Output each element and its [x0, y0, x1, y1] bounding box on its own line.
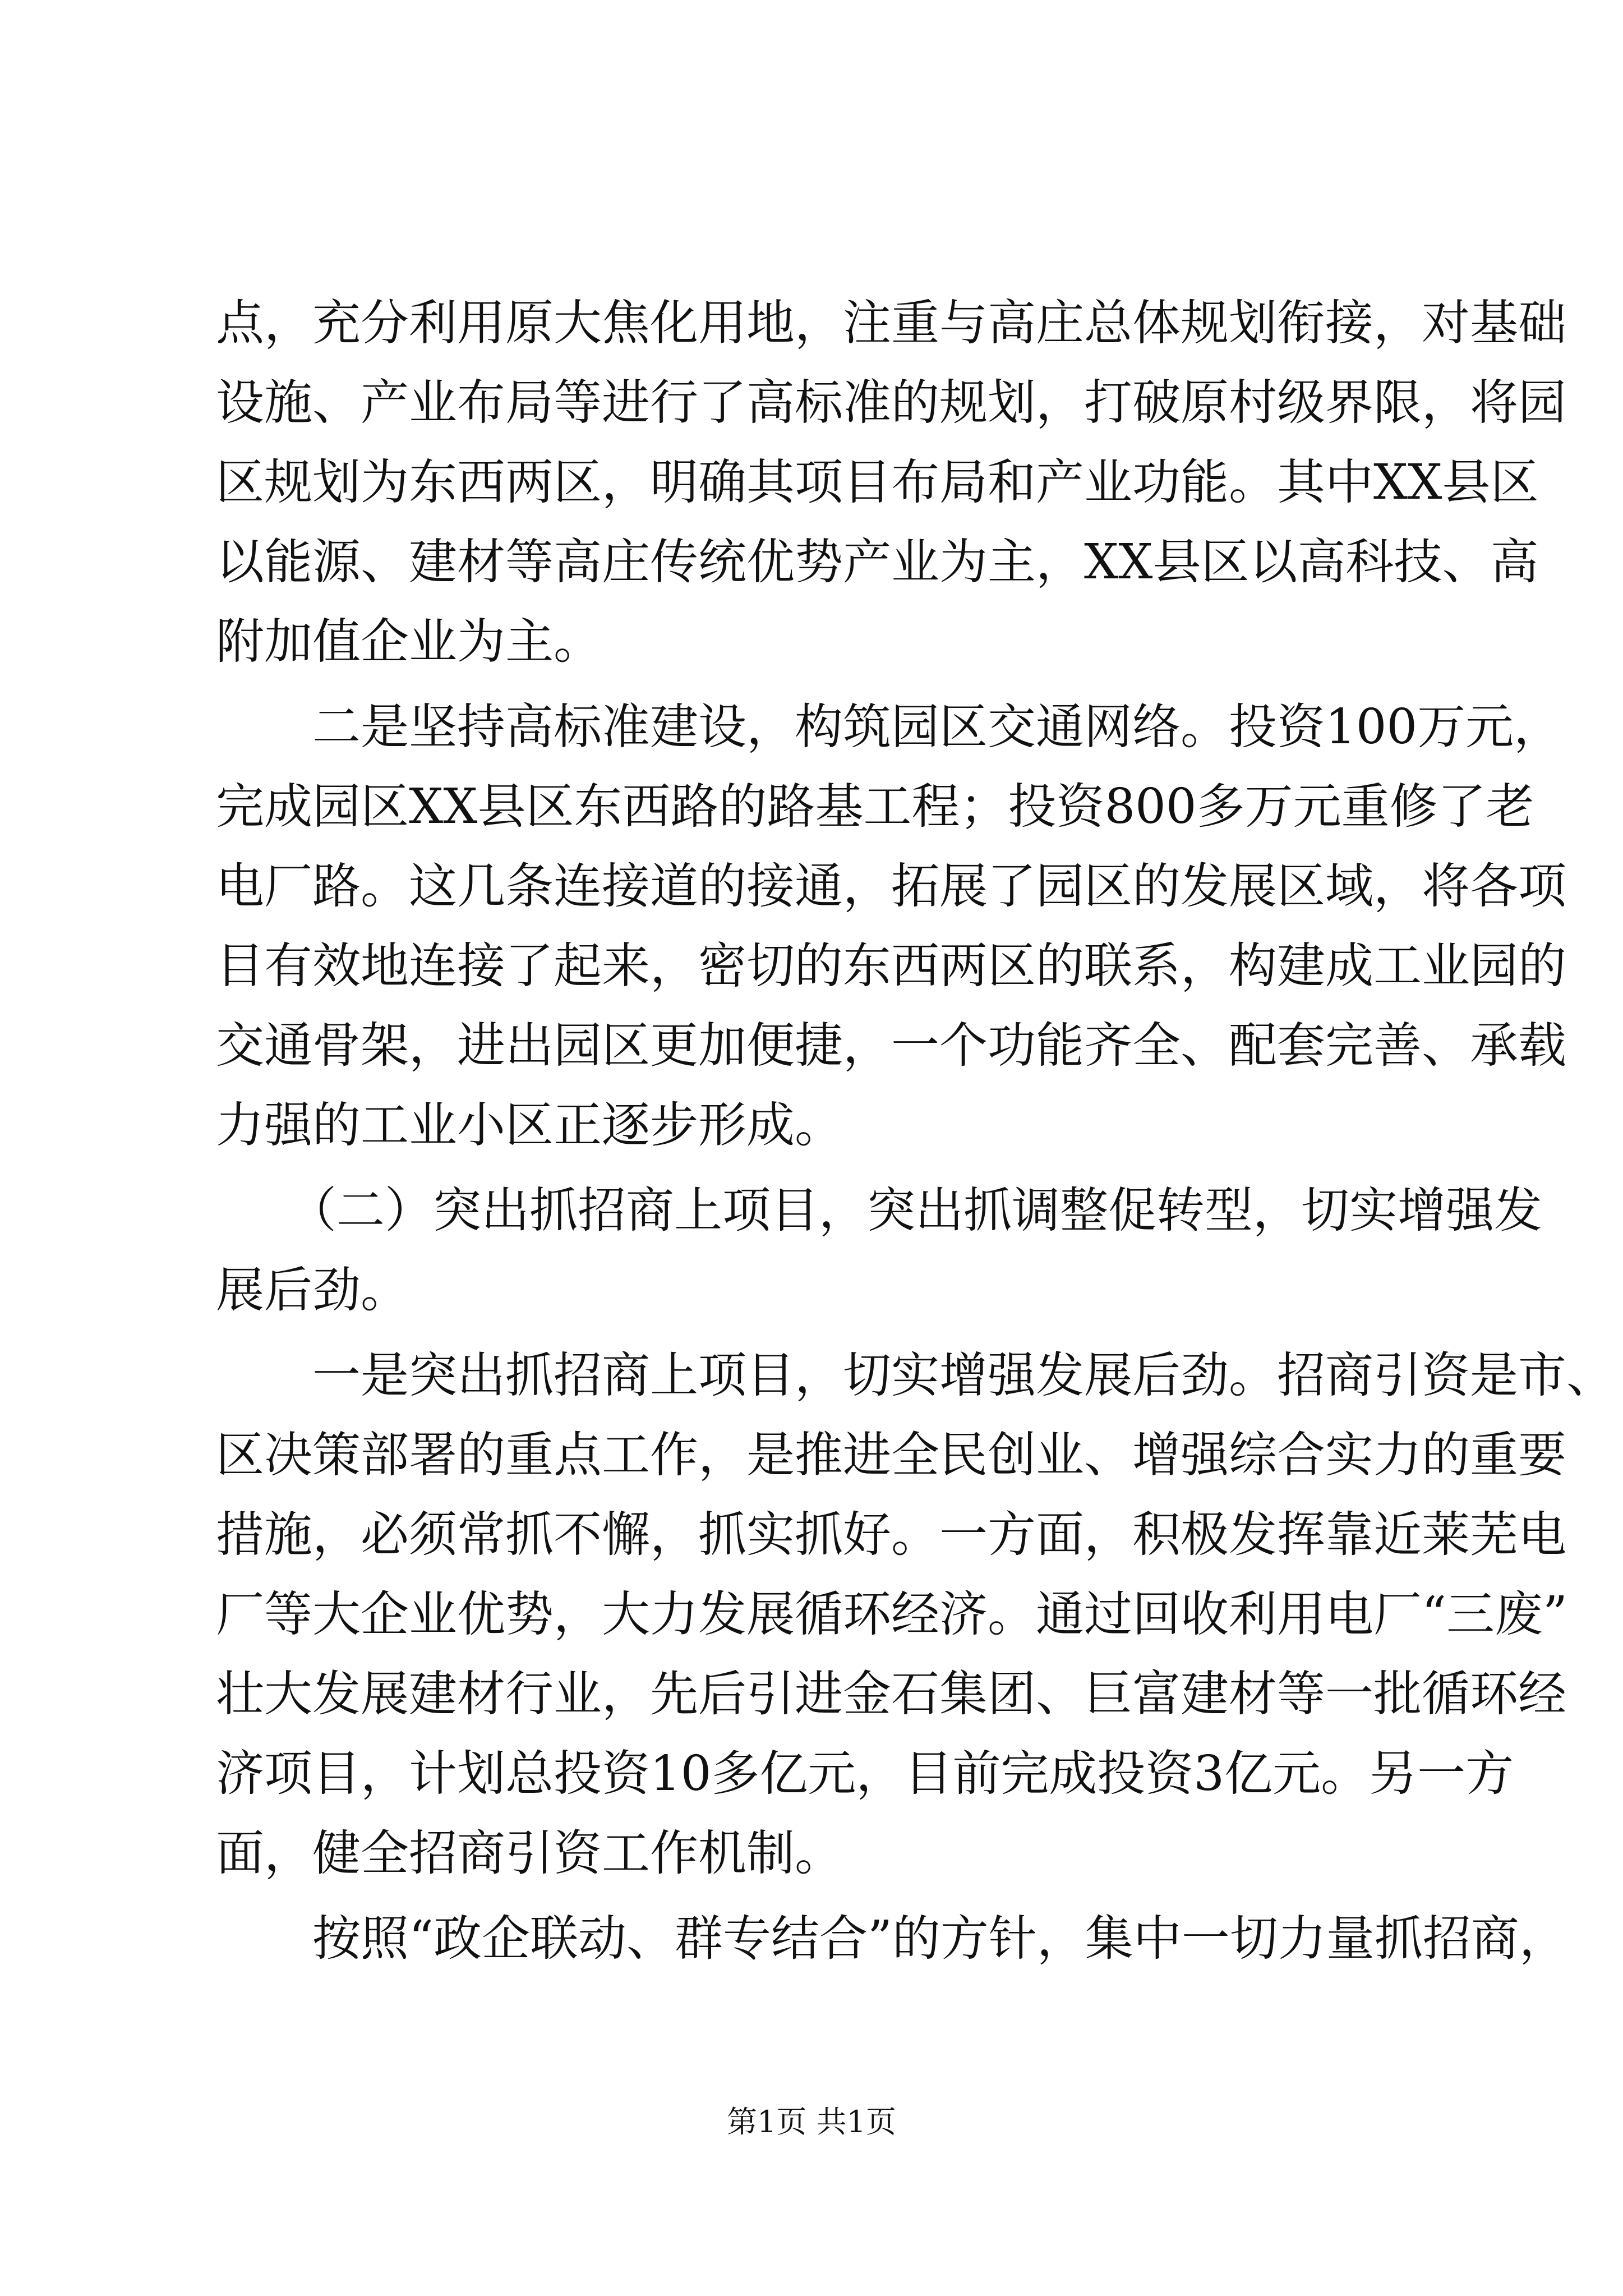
- paragraph-gap: [216, 1330, 1416, 1336]
- text-line: 济项目，计划总投资10多亿元，目前完成投资3亿元。另一方: [216, 1746, 1514, 1802]
- text-line: 目有效地连接了起来，密切的东西两区的联系，构建成工业园的: [216, 938, 1566, 994]
- text-line: 一是突出抓招商上项目，切实增强发展后劲。招商引资是市、: [216, 1347, 1615, 1404]
- text-line: 点，充分利用原大焦化用地，注重与高庄总体规划衔接，对基础: [216, 295, 1566, 351]
- paragraph-gap: [216, 1165, 1416, 1171]
- text-line: （二）突出抓招商上项目，突出抓调整促转型，切实增强发: [216, 1182, 1542, 1239]
- text-line: 区规划为东西两区，明确其项目布局和产业功能。其中XX县区: [216, 454, 1539, 510]
- page-footer: 第1页 共1页: [727, 2104, 896, 2139]
- text-line: 附加值企业为主。: [216, 614, 602, 670]
- text-line: 交通骨架，进出园区更加便捷，一个功能齐全、配套完善、承载: [216, 1018, 1566, 1074]
- text-line: 展后劲。: [216, 1262, 409, 1318]
- text-line: 电厂路。这几条连接道的接通，拓展了园区的发展区域，将各项: [216, 858, 1566, 914]
- text-line: 区决策部署的重点工作，是推进全民创业、增强综合实力的重要: [216, 1427, 1566, 1483]
- text-line: 以能源、建材等高庄传统优势产业为主，XX县区以高科技、高: [216, 534, 1539, 590]
- text-line: 力强的工业小区正逐步形成。: [216, 1097, 843, 1153]
- text-line: 措施，必须常抓不懈，抓实抓好。一方面，积极发挥靠近莱芜电: [216, 1507, 1566, 1563]
- text-line: 二是坚持高标准建设，构筑园区交通网络。投资100万元，: [216, 699, 1562, 755]
- text-line: 面，健全招商引资工作机制。: [216, 1825, 843, 1881]
- paragraph-gap: [216, 1893, 1416, 1899]
- text-line: 设施、产业布局等进行了高标准的规划，打破原村级界限，将园: [216, 375, 1566, 431]
- text-line: 厂等大企业优势，大力发展循环经济。通过回收利用电厂“三废”: [216, 1586, 1567, 1642]
- paragraph-gap: [216, 682, 1416, 687]
- text-line: 按照“政企联动、群专结合”的方针，集中一切力量抓招商，: [216, 1911, 1567, 1967]
- text-line: 完成园区XX县区东西路的路基工程；投资800多万元重修了老: [216, 779, 1534, 835]
- text-line: 壮大发展建材行业，先后引进金石集团、巨富建材等一批循环经: [216, 1666, 1566, 1722]
- body-text: [216, 283, 1615, 1978]
